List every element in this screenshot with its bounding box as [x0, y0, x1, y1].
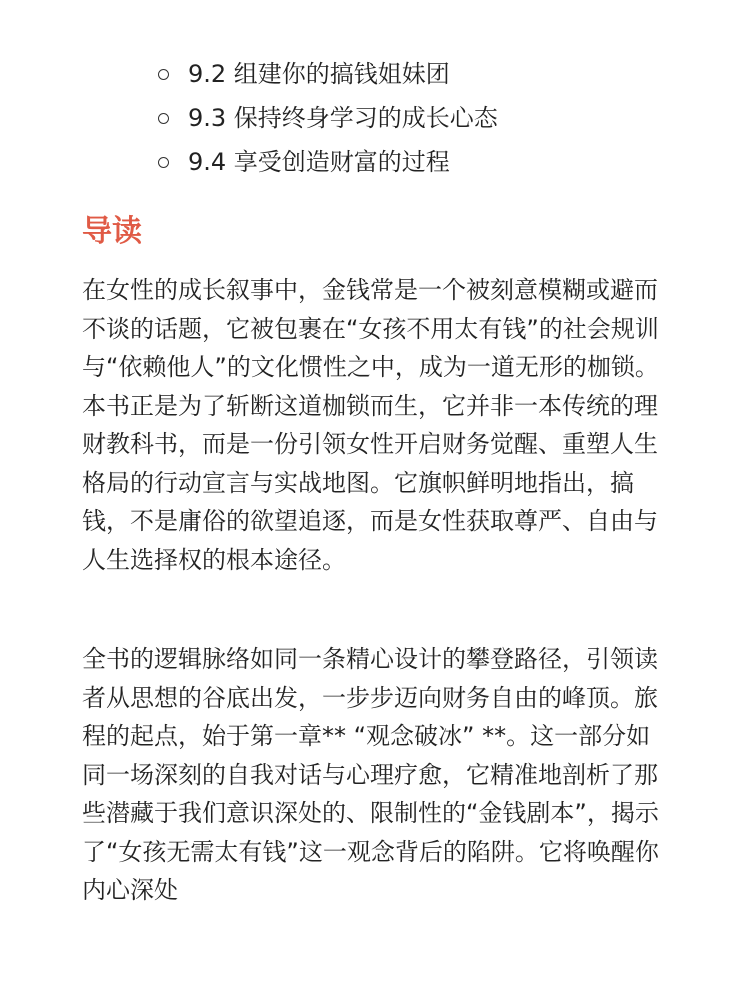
circle-bullet-icon: [158, 157, 169, 168]
body-paragraph: 全书的逻辑脉络如同一条精心设计的攀登路径，引领读者从思想的谷底出发，一步步迈向财务自由的峰顶。旅程的起点，始于第一章** “观念破冰” **。这一部分如同一场深刻的自我对话与心理疗愈，它精准地剖析了那些潜藏于我们意识深处的、限制性的“金钱剧本”，揭示了“女孩无需太有钱”这一观念背后的陷阱。它将唤醒你内心深处: [82, 645, 659, 904]
section-heading: 导读: [82, 214, 142, 249]
circle-bullet-icon: [158, 69, 169, 80]
body-paragraph: 在女性的成长叙事中，金钱常是一个被刻意模糊或避而不谈的话题，它被包裹在“女孩不用太有钱”的社会规训与“依赖他人”的文化惯性之中，成为一道无形的枷锁。本书正是为了斩断这道枷锁而生，它并非一本传统的理财教科书，而是一份引领女性开启财务觉醒、重塑人生格局的行动宣言与实战地图。它旗帜鲜明地指出，搞钱，不是庸俗的欲望追逐，而是女性获取尊严、自由与人生选择权的根本途径。: [82, 276, 659, 574]
toc-item[interactable]: [158, 96, 498, 140]
table-of-contents: [158, 52, 498, 184]
toc-item-label: 9.2 组建你的搞钱姐妹团: [188, 60, 450, 88]
toc-item-label: 9.4 享受创造财富的过程: [188, 148, 450, 176]
toc-item-label: 9.3 保持终身学习的成长心态: [188, 104, 498, 132]
toc-item[interactable]: [158, 52, 498, 96]
circle-bullet-icon: [158, 113, 169, 124]
toc-item[interactable]: [158, 140, 498, 184]
